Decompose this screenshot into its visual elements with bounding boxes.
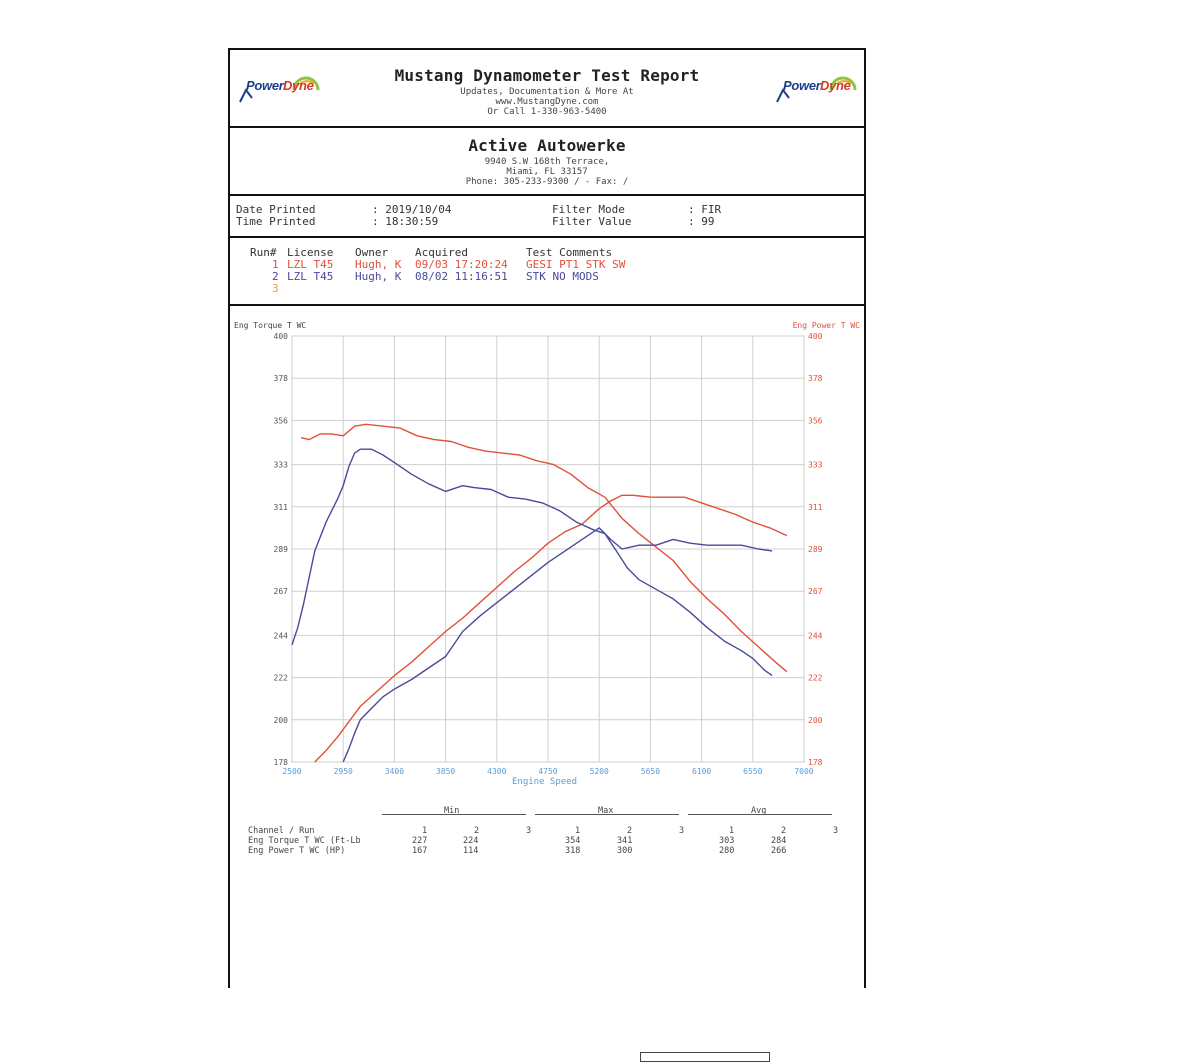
torque-avg-run-2: 284 [771, 836, 787, 846]
powerdyne-logo-right [771, 72, 863, 108]
run-1-acquired: 09/03 17:20:24 [415, 258, 508, 271]
run-1-torque-line [301, 424, 787, 672]
min-run-1-header: 1 [422, 826, 428, 836]
torque-min-run-1: 227 [412, 836, 428, 846]
x-tick-label: 3400 [384, 767, 405, 776]
max-run-2-header: 2 [627, 826, 633, 836]
shop-section [230, 128, 864, 196]
dyno-report-page [228, 48, 866, 988]
y-left-tick-label: 178 [273, 758, 288, 767]
run-1-owner: Hugh, K [355, 258, 402, 271]
y-axis-right-title: Eng Power T WC [792, 321, 860, 330]
logo-right-text-2: Dyne [820, 78, 851, 93]
header-line-2: www.MustangDyne.com [495, 97, 599, 107]
y-right-tick-label: 178 [808, 758, 823, 767]
runs-header-acquired: Acquired [415, 246, 468, 259]
y-right-tick-label: 222 [808, 673, 823, 683]
runs-section [230, 238, 864, 306]
avg-run-1-header: 1 [729, 826, 735, 836]
y-right-tick-label: 400 [808, 332, 823, 341]
runs-header-owner: Owner [355, 246, 389, 259]
logo-right-text-1: Power [783, 78, 821, 93]
torque-max-run-2: 341 [617, 836, 633, 846]
avg-run-2-header: 2 [781, 826, 787, 836]
power-avg-run-1: 280 [719, 846, 735, 856]
y-left-tick-label: 267 [273, 587, 288, 597]
filter-value-value: : 99 [688, 215, 715, 228]
y-right-tick-label: 289 [808, 545, 823, 554]
y-left-tick-label: 333 [273, 460, 288, 470]
power-min-run-1: 167 [412, 846, 428, 856]
y-left-tick-label: 289 [273, 545, 288, 554]
filter-mode-label: Filter Mode [552, 203, 625, 216]
power-min-run-2: 114 [463, 846, 479, 856]
runs-header-run: Run# [250, 246, 277, 259]
x-tick-label: 2950 [333, 767, 353, 776]
y-right-tick-label: 244 [808, 631, 823, 641]
time-printed-value: : 18:30:59 [372, 215, 439, 228]
y-right-tick-label: 311 [808, 502, 823, 512]
header-line-3: Or Call 1-330-963-5400 [487, 107, 607, 117]
y-left-tick-label: 222 [273, 673, 288, 683]
runs-header-license: License [287, 246, 334, 259]
run-2-torque-line [292, 449, 772, 675]
shop-address-1: 9940 S.W 168th Terrace, [484, 157, 610, 167]
power-max-run-2: 300 [617, 846, 633, 856]
max-run-1-header: 1 [575, 826, 581, 836]
y-left-tick-label: 311 [273, 502, 288, 512]
runs-header-comments: Test Comments [526, 246, 613, 259]
run-3-number: 3 [272, 282, 279, 295]
min-run-2-header: 2 [474, 826, 480, 836]
run-2-acquired: 08/02 11:16:51 [415, 270, 508, 283]
y-axis-left-title: Eng Torque T WC [234, 321, 307, 330]
y-right-tick-label: 333 [808, 460, 823, 470]
shop-name: Active Autowerke [468, 136, 626, 155]
run-2-number: 2 [272, 270, 279, 283]
run-2-owner: Hugh, K [355, 270, 402, 283]
run-1-comments: GESI PT1 STK SW [526, 258, 626, 271]
min-run-3-header: 3 [526, 826, 532, 836]
torque-min-run-2: 224 [463, 836, 479, 846]
report-title: Mustang Dynamometer Test Report [394, 66, 700, 85]
x-tick-label: 3850 [435, 767, 456, 776]
x-tick-label: 7000 [794, 767, 814, 776]
y-left-tick-label: 200 [273, 715, 288, 725]
x-tick-label: 2500 [282, 767, 302, 776]
filter-value-label: Filter Value [552, 215, 632, 228]
power-max-run-1: 318 [565, 846, 581, 856]
dyno-chart [230, 325, 864, 805]
run-2-comments: STK NO MODS [526, 270, 599, 283]
run-1-number: 1 [272, 258, 279, 271]
torque-avg-run-1: 303 [719, 836, 735, 846]
power-avg-run-2: 266 [771, 846, 787, 856]
max-group-label: Max [598, 806, 614, 816]
min-group-label: Min [444, 806, 460, 816]
filter-mode-value: : FIR [688, 203, 722, 216]
y-right-tick-label: 200 [808, 715, 823, 725]
x-tick-label: 4300 [487, 767, 507, 776]
y-left-tick-label: 244 [273, 631, 288, 641]
power-channel-label: Eng Power T WC (HP) [248, 846, 346, 856]
shop-address-2: Miami, FL 33157 [506, 167, 588, 177]
run-1-power-line [315, 495, 787, 762]
y-right-tick-label: 356 [808, 416, 823, 426]
report-header [230, 50, 864, 128]
avg-group-label: Avg [751, 806, 767, 816]
max-run-3-header: 3 [679, 826, 685, 836]
print-info-section [230, 196, 864, 238]
run-1-license: LZL T45 [287, 258, 334, 271]
torque-channel-label: Eng Torque T WC (Ft-Lb [248, 836, 361, 846]
date-printed-value: : 2019/10/04 [372, 203, 452, 216]
y-left-tick-label: 356 [273, 416, 288, 426]
x-tick-label: 6100 [691, 767, 712, 776]
avg-run-3-header: 3 [833, 826, 839, 836]
x-tick-label: 5650 [640, 767, 661, 776]
shop-phone: Phone: 305-233-9300 / - Fax: / [465, 177, 629, 187]
x-tick-label: 5200 [589, 767, 609, 776]
y-right-tick-label: 378 [808, 374, 823, 384]
channel-run-header: Channel / Run [248, 826, 315, 836]
y-left-tick-label: 400 [273, 332, 288, 341]
bottom-partial-box [640, 1052, 770, 1062]
x-tick-label: 4750 [538, 767, 558, 776]
y-right-tick-label: 267 [808, 587, 823, 597]
y-left-tick-label: 378 [273, 374, 288, 384]
logo-left-text-2: Dyne [283, 78, 314, 93]
logo-left-text-1: Power [246, 78, 284, 93]
x-tick-label: 6550 [743, 767, 763, 776]
header-line-1: Updates, Documentation & More At [460, 87, 634, 97]
date-printed-label: Date Printed [236, 203, 316, 216]
torque-max-run-1: 354 [565, 836, 581, 846]
time-printed-label: Time Printed [236, 215, 316, 228]
run-2-license: LZL T45 [287, 270, 334, 283]
run-2-power-line [343, 528, 772, 762]
x-axis-title: Engine Speed [512, 777, 578, 787]
